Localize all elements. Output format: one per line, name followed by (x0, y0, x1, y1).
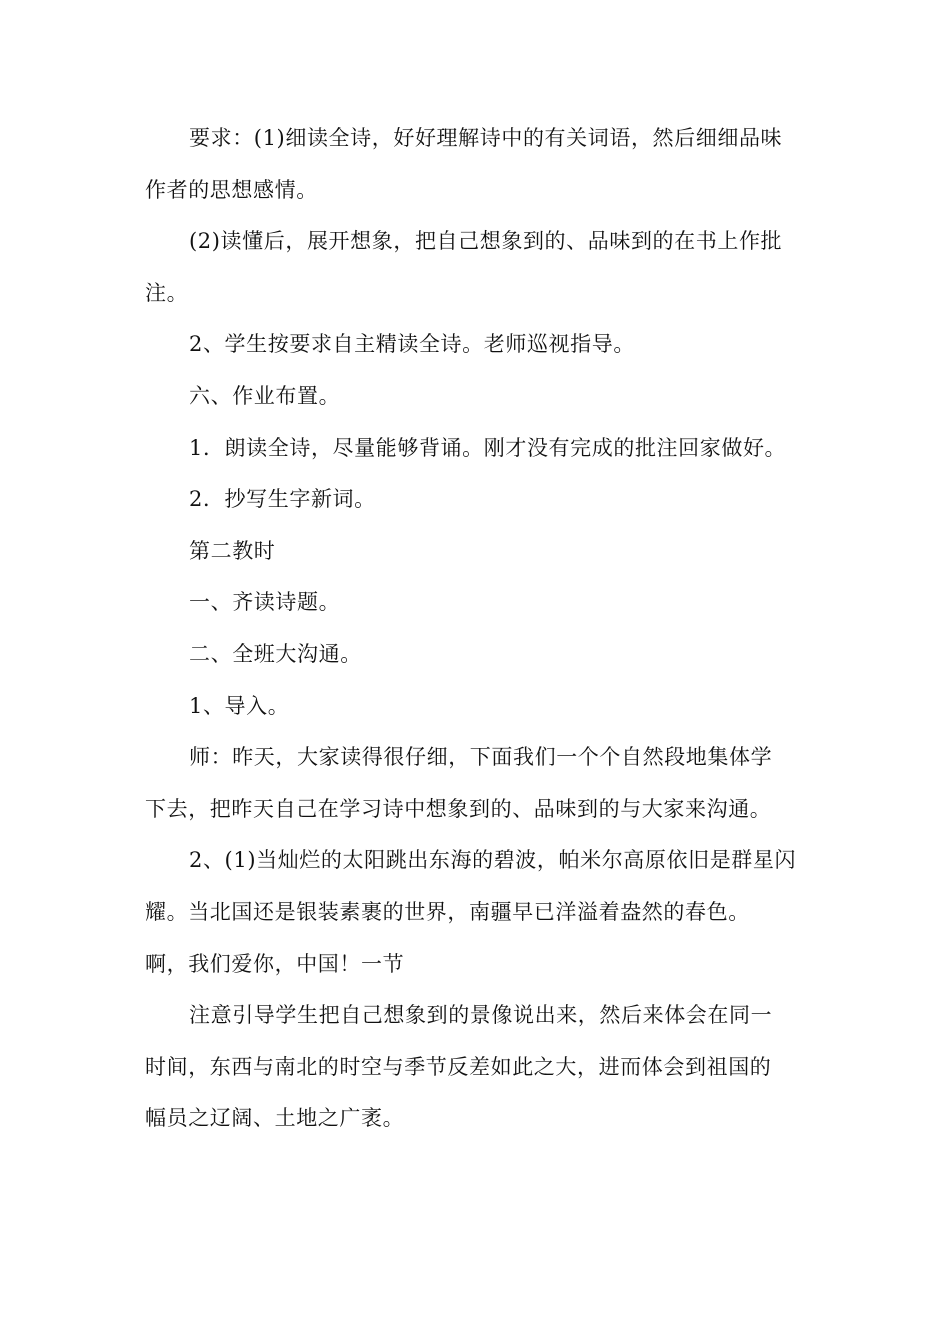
paragraph-line: 注意引导学生把自己想象到的景像说出来，然后来体会在同一 (189, 1003, 773, 1028)
paragraph-line: (2)读懂后，展开想象，把自己想象到的、品味到的在书上作批 (189, 229, 783, 254)
paragraph-line: 时间，东西与南北的时空与季节反差如此之大，进而体会到祖国的 (145, 1054, 772, 1079)
section-heading: 第二教时 (189, 538, 276, 563)
section-heading: 六、作业布置。 (189, 383, 341, 408)
paragraph-line: 2．抄写生字新词。 (189, 487, 376, 512)
paragraph-line: 啊，我们爱你，中国！一节 (145, 951, 405, 976)
paragraph-line: 幅员之辽阔、土地之广袤。 (145, 1106, 405, 1131)
paragraph-line: 下去，把昨天自己在学习诗中想象到的、品味到的与大家来沟通。 (145, 796, 772, 821)
paragraph-line: 1．朗读全诗，尽量能够背诵。刚才没有完成的批注回家做好。 (189, 435, 787, 460)
paragraph-line: 作者的思想感情。 (145, 177, 318, 202)
paragraph-line: 2、学生按要求自主精读全诗。老师巡视指导。 (189, 332, 635, 357)
paragraph-line: 耀。当北国还是银装素裹的世界，南疆早已洋溢着盎然的春色。 (145, 899, 750, 924)
document-body (145, 113, 805, 1145)
paragraph-line: 1、导入。 (189, 693, 290, 718)
paragraph-line: 师：昨天，大家读得很仔细，下面我们一个个自然段地集体学 (189, 745, 773, 770)
paragraph-line: 2、(1)当灿烂的太阳跳出东海的碧波，帕米尔高原依旧是群星闪 (189, 848, 797, 873)
paragraph-line: 要求：(1)细读全诗，好好理解诗中的有关词语，然后细细品味 (189, 126, 783, 150)
paragraph-line: 注。 (145, 280, 189, 305)
section-heading: 一、齐读诗题。 (189, 590, 341, 615)
section-heading: 二、全班大沟通。 (189, 641, 362, 666)
